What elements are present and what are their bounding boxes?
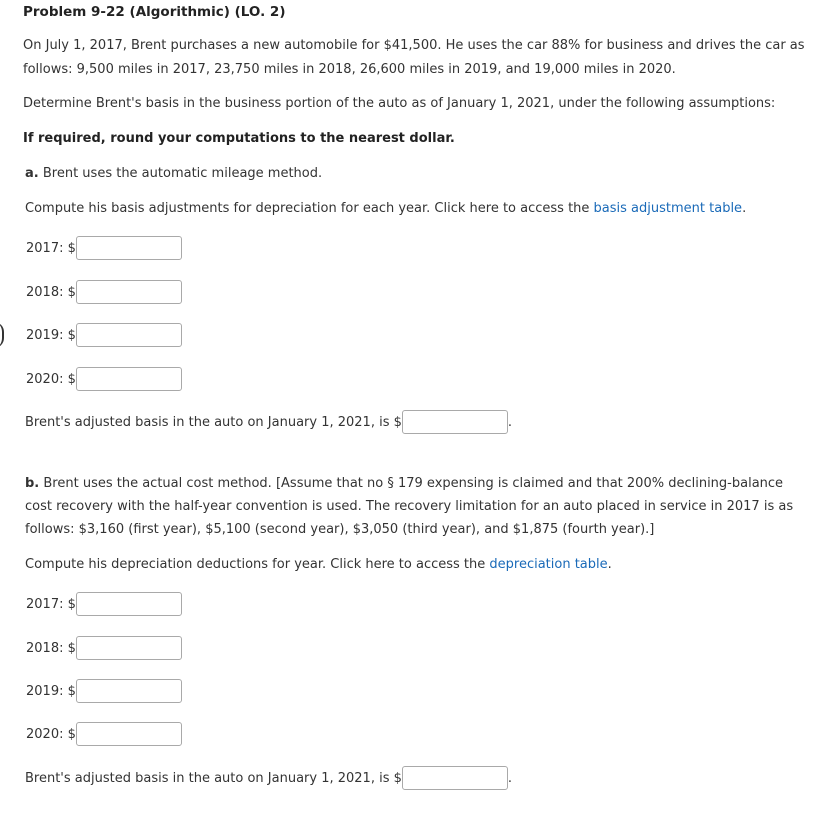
part-b-year-label: 2018: $: [26, 640, 76, 656]
intro-line-2: follows: 9,500 miles in 2017, 23,750 miles in 2018, 26,600 miles in 2019, and 19,000 miles in 2020.: [23, 62, 676, 77]
part-a-compute: [25, 197, 746, 221]
part-a-compute-text: Compute his basis adjustments for depreciation for each year. Click here to access the: [25, 201, 594, 216]
part-b-year-label: 2017: $: [26, 596, 76, 612]
part-b-row-2019: [26, 679, 182, 703]
part-a-row-2017: [26, 236, 182, 260]
part-b-compute-period: .: [607, 557, 612, 572]
part-b-adjusted-period: .: [507, 770, 513, 786]
part-b-line-1-text: Brent uses the actual cost method. [Assume that no § 179 expensing is claimed and that 200% declining-balance: [43, 476, 784, 491]
part-a-adjusted-period: .: [507, 414, 513, 430]
part-a-row-2018: [26, 280, 182, 304]
part-a-2018-input[interactable]: [76, 280, 182, 304]
part-a-year-label: 2017: $: [26, 240, 76, 256]
rounding-instruction: If required, round your computations to the nearest dollar.: [23, 131, 455, 146]
part-b-line-2: cost recovery with the half-year convention is used. The recovery limitation for an auto placed in service in 2017 is as: [25, 499, 794, 514]
part-b-2020-input[interactable]: [76, 722, 182, 746]
part-b-row-2018: [26, 636, 182, 660]
part-a-text: Brent uses the automatic mileage method.: [42, 166, 323, 181]
part-b-line-1: [25, 472, 783, 496]
part-a-year-label: 2020: $: [26, 371, 76, 387]
part-b-2017-input[interactable]: [76, 592, 182, 616]
part-a-year-label: 2019: $: [26, 327, 76, 343]
part-b-compute-text: Compute his depreciation deductions for year. Click here to access the: [25, 557, 490, 572]
part-b-row-2017: [26, 592, 182, 616]
part-a-year-label: 2018: $: [26, 284, 76, 300]
part-a-2019-input[interactable]: [76, 323, 182, 347]
part-a-label: a.: [25, 166, 39, 181]
part-a-2020-input[interactable]: [76, 367, 182, 391]
part-b-adjusted-basis: [25, 766, 512, 790]
intro-line-1: On July 1, 2017, Brent purchases a new automobile for $41,500. He uses the car 88% for business and drives the car as: [23, 38, 805, 53]
left-edge-marker: [0, 322, 4, 348]
depreciation-table-link[interactable]: depreciation table: [489, 557, 608, 572]
part-a-2017-input[interactable]: [76, 236, 182, 260]
part-a-row-2020: [26, 367, 182, 391]
part-a-adjusted-basis: [25, 410, 512, 434]
part-b-compute: [25, 553, 612, 577]
part-a-adjusted-text: Brent's adjusted basis in the auto on January 1, 2021, is $: [25, 414, 402, 430]
problem-title: Problem 9-22 (Algorithmic) (LO. 2): [23, 4, 286, 20]
part-b-2018-input[interactable]: [76, 636, 182, 660]
part-a-adjusted-basis-input[interactable]: [402, 410, 508, 434]
part-b-line-3: follows: $3,160 (first year), $5,100 (second year), $3,050 (third year), and $1,875 (fourth year).]: [25, 522, 655, 537]
part-b-adjusted-text: Brent's adjusted basis in the auto on January 1, 2021, is $: [25, 770, 402, 786]
part-b-year-label: 2020: $: [26, 726, 76, 742]
determine-text: Determine Brent's basis in the business portion of the auto as of January 1, 2021, under the following assumptions:: [23, 96, 776, 111]
part-b-2019-input[interactable]: [76, 679, 182, 703]
part-b-year-label: 2019: $: [26, 683, 76, 699]
basis-adjustment-table-link[interactable]: basis adjustment table: [593, 201, 743, 216]
part-a-row-2019: [26, 323, 182, 347]
part-b-adjusted-basis-input[interactable]: [402, 766, 508, 790]
part-a-compute-period: .: [742, 201, 747, 216]
part-a-heading: [25, 162, 322, 186]
part-b-label: b.: [25, 476, 40, 491]
part-b-row-2020: [26, 722, 182, 746]
